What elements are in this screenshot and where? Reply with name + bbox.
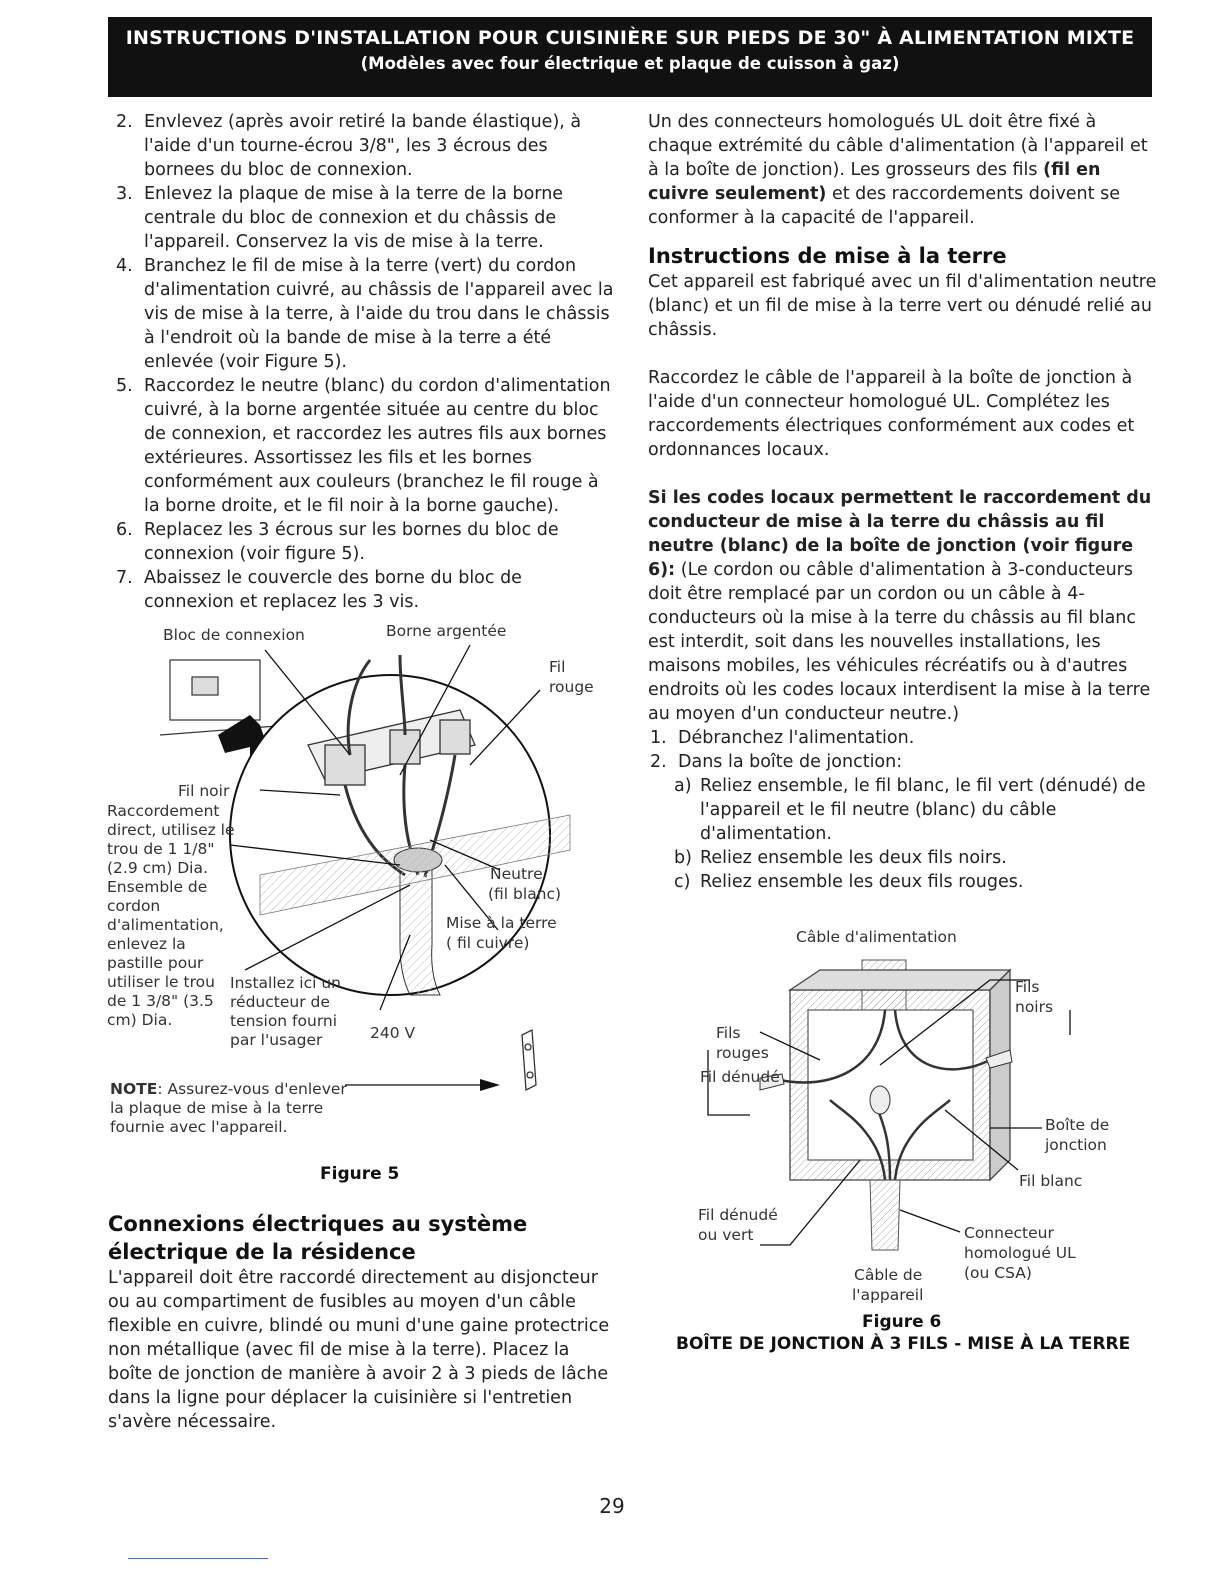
label-mise-1: Mise à la terre [446,914,557,932]
label-neutre-1: Neutre [490,865,543,883]
step-item: 2. Envlevez (après avoir retiré la bande élastique), à l'aide d'un tourne-écrou 3/8", les 3 écrous des bornees du bloc de connexion. [116,112,582,180]
label-connecteur-3: (ou CSA) [964,1264,1032,1282]
label-fil-denude-1: Fil dénudé [698,1206,778,1224]
label-fils-noirs-1: Fils [1015,978,1040,996]
label-connecteur-2: homologué UL [964,1244,1076,1262]
left-steps [114,110,614,614]
label-boite-1: Boîte de [1045,1116,1110,1134]
label-connecteur-1: Connecteur [964,1224,1054,1242]
label-fil-denude-top: Fil dénudé [700,1068,780,1086]
figure5-caption: Figure 5 [320,1164,400,1184]
figure6-caption: Figure 6 [862,1312,942,1332]
page-header [108,17,1152,97]
label-fils-noirs-2: noirs [1015,998,1054,1016]
label-fil-rouge-2: rouge [549,678,594,696]
ground-title: Instructions de mise à la terre [648,244,1007,268]
figure5-note: NOTE: Assurez-vous d'enlever la plaque de mise à la terre fournie avec l'appareil. [110,1080,347,1136]
bottom-rule [128,1558,268,1559]
step-item: 3. Enlevez la plaque de mise à la terre de la borne centrale du bloc de connexion et du châssis de l'appareil. Conservez la vis de mise à la terre. [116,184,564,252]
label-raccordement: Raccordement direct, utilisez le trou de 1 1/8" (2.9 cm) Dia. Ensemble de cordon d'alimentation, enlevez la pastille pour utiliser le trou de 1 3/8" (3.5 cm) Dia. [107,802,235,1029]
substep-item: c) Reliez ensemble les deux fils rouges. [674,872,1024,892]
section-title: Connexions électriques au système électrique de la résidence [108,1212,528,1264]
intro-paragraph: Un des connecteurs homologués UL doit être fixé à chaque extrémité du câble d'alimentation (à l'appareil et à la boîte de jonction). Les grosseurs des fils (fil en cuivre seulement) et des raccordements doivent se conformer à la capacité de l'appareil. [648,112,1148,228]
step-item: 5. Raccordez le neutre (blanc) du cordon d'alimentation cuivré, à la borne argentée située au centre du bloc de connexion, et raccordez les autres fils aux bornes extérieures. Assortissez les fils et les bornes conformément aux couleurs (branchez le fil rouge à la borne droite, et le fil noir à la borne gauche). [116,376,611,516]
page-number: 29 [599,1494,625,1518]
appliance-cable [870,1180,900,1250]
label-volts: 240 V [370,1024,416,1042]
label-mise-2: ( fil cuivre) [446,934,530,952]
right-column [648,110,1158,894]
note-arrow-head [480,1079,500,1091]
figure6-caption-sub: BOÎTE DE JONCTION À 3 FILS - MISE À LA TERRE [676,1334,1131,1354]
ground-paragraph-1: Cet appareil est fabriqué avec un fil d'alimentation neutre (blanc) et un fil de mise à la terre vert ou dénudé relié au châssis. [648,272,1157,340]
label-bloc: Bloc de connexion [163,626,305,644]
step-item: 1. Débranchez l'alimentation. [650,728,915,748]
section-text: L'appareil doit être raccordé directement au disjoncteur ou au compartiment de fusibles au moyen d'un câble flexible en cuivre, blindé ou muni d'une gaine protectrice non métallique (avec fil de mise à la terre). Placez la boîte de jonction de manière à avoir 2 à 3 pieds de lâche dans la ligne pour déplacer la cuisinière si l'entretien s'avère nécessaire. [108,1268,610,1432]
label-fils-rouges-2: rouges [716,1044,769,1062]
header-subtitle: (Modèles avec four électrique et plaque de cuisson à gaz) [360,54,900,73]
junction-box [790,970,1010,1180]
label-fil-blanc: Fil blanc [1019,1172,1083,1190]
step-item: 6. Replacez les 3 écrous sur les bornes du bloc de connexion (voir figure 5). [116,520,559,564]
ground-paragraph-2: Raccordez le câble de l'appareil à la boîte de jonction à l'aide d'un connecteur homologué UL. Complétez les raccordements électriques conformément aux codes et ordonnances locaux. [648,368,1135,460]
electrical-section [108,1210,618,1434]
substep-item: a) Reliez ensemble, le fil blanc, le fil vert (dénudé) de l'appareil et le fil neutre (blanc) du câble d'alimentation. [674,776,1146,844]
label-cable-app-2: l'appareil [852,1286,924,1304]
step-item: 7. Abaissez le couvercle des borne du bloc de connexion et replacez les 3 vis. [116,568,522,612]
label-installez: Installez ici un réducteur de tension fourni par l'usager [230,974,341,1049]
label-neutre-2: (fil blanc) [488,885,562,903]
appliance-corner [160,660,290,735]
step-item: 2. Dans la boîte de jonction: [650,752,903,772]
step-item: 4. Branchez le fil de mise à la terre (vert) du cordon d'alimentation cuivré, au châssis de l'appareil avec la vis de mise à la terre, à l'aide du trou dans le châssis à l'endroit où la bande de mise à la terre a été enlevée (voir Figure 5). [116,256,614,372]
ground-strap [522,1030,536,1090]
label-boite-2: jonction [1045,1136,1107,1154]
label-fil-rouge-1: Fil [549,658,566,676]
header-title: INSTRUCTIONS D'INSTALLATION POUR CUISINIÈRE SUR PIEDS DE 30" À ALIMENTATION MIXTE [125,27,1135,49]
label-fil-denude-2: ou vert [698,1226,754,1244]
codes-paragraph: Si les codes locaux permettent le raccordement du conducteur de mise à la terre du châssis au fil neutre (blanc) de la boîte de jonction (voir figure 6): (Le cordon ou câble d'alimentation à 3-conducteurs doit être remplacé par un cordon ou un câble à 4-conducteurs où la mise à la terre du châssis au fil blanc est interdit, soit dans les nouvelles installations, les maisons mobiles, les véhicules récréatifs ou à d'autres endroits où les codes locaux interdisent la mise à la terre au moyen d'un conducteur neutre.) [648,488,1152,724]
substep-item: b) Reliez ensemble les deux fils noirs. [674,848,1007,868]
label-cable-alim: Câble d'alimentation [796,928,957,946]
label-borne: Borne argentée [386,622,507,640]
label-fil-noir: Fil noir [178,782,230,800]
label-fils-rouges-1: Fils [716,1024,741,1042]
wire-nut-center [870,1086,890,1114]
label-cable-app-1: Câble de [854,1266,923,1284]
